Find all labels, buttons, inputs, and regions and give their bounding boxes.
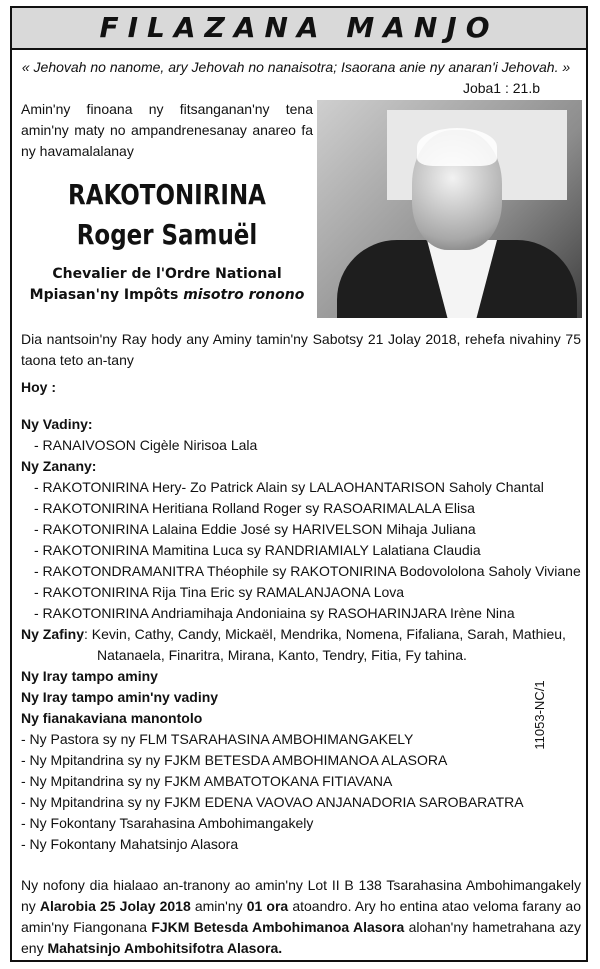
child-item: - RAKOTONIRINA Lalaina Eddie José sy HARIVELSON Mihaja Juliana — [34, 521, 476, 537]
grandchildren-names-1: : Kevin, Cathy, Candy, Mickaël, Mendrika, Nomena, Fifaliana, Sarah, Mathieu, — [84, 626, 566, 642]
funeral-text-2: amin'ny — [190, 898, 247, 914]
funeral-details — [21, 875, 581, 959]
relatives-item: Ny fianakaviana manontolo — [21, 710, 203, 726]
funeral-text-3: atoandro. Ary ho entina atao veloma farany ao amin'ny Fiangonana — [21, 898, 581, 935]
deceased-title-line2 — [20, 285, 314, 305]
funeral-text-1: Ny nofony dia hialaao an-tranony ao amin'ny Lot II B 138 Tsarahasina Ambohimangakely ny — [21, 877, 581, 914]
child-item: - RAKOTONIRINA Hery- Zo Patrick Alain sy LALAOHANTARISON Saholy Chantal — [34, 479, 544, 495]
relatives-item: Ny Iray tampo aminy — [21, 668, 158, 684]
verse-reference: Joba1 : 21.b — [462, 80, 540, 96]
death-announcement: Dia nantsoin'ny Ray hody any Aminy tamin'ny Sabotsy 21 Jolay 2018, rehefa nivahiny 75 taona teto an-tany — [21, 331, 581, 368]
funeral-text-4: alohan'ny hametrahana azy eny — [21, 919, 581, 956]
funeral-date: Alarobia 25 Jolay 2018 — [39, 898, 191, 914]
intro-paragraph: Amin'ny finoana ny fitsanganan'ny tena amin'ny maty no ampandrenesanay anareo fa ny havamalalanay — [21, 101, 313, 159]
deceased-title-line1: Chevalier de l'Ordre National — [52, 266, 282, 282]
bible-verse: « Jehovah no nanome, ary Jehovah no nanaisotra; Isaorana anie ny anaran'i Jehovah. » — [21, 59, 571, 75]
grandchildren-line2: Natanaela, Finaritra, Mirana, Kanto, Tendry, Fitia, Fy tahina. — [97, 647, 467, 663]
community-item: - Ny Fokontany Mahatsinjo Alasora — [21, 836, 239, 852]
title-retired: misotro ronono — [183, 287, 305, 303]
spouse-heading: Ny Vadiny: — [21, 416, 93, 432]
portrait-photo — [317, 100, 582, 318]
child-item: - RAKOTONIRINA Andriamihaja Andoniaina sy RASOHARINJARA Irène Nina — [34, 605, 515, 621]
burial-place: Mahatsinjo Ambohitsifotra Alasora. — [47, 940, 283, 956]
notice-banner: FILAZANA MANJO — [12, 8, 586, 50]
children-heading: Ny Zanany: — [21, 458, 97, 474]
community-item: - Ny Mpitandrina sy ny FJKM EDENA VAOVAO ANJANADORIA SAROBARATRA — [21, 794, 524, 810]
child-item: - RAKOTONIRINA Mamitina Luca sy RANDRIAMIALY Lalatiana Claudia — [34, 542, 481, 558]
community-item: - Ny Mpitandrina sy ny FJKM BETESDA AMBOHIMANOA ALASORA — [21, 752, 448, 768]
relatives-item: Ny Iray tampo amin'ny vadiny — [21, 689, 219, 705]
photo-hair — [417, 128, 497, 166]
community-item: - Ny Pastora sy ny FLM TSARAHASINA AMBOHIMANGAKELY — [21, 731, 414, 747]
spouse-item: - RANAIVOSON Cigèle Nirisoa Lala — [34, 437, 258, 453]
child-item: - RAKOTONIRINA Heritiana Rolland Roger sy RASOARIMALALA Elisa — [34, 500, 475, 516]
funeral-time: 01 ora — [246, 898, 289, 914]
hoy-label: Hoy : — [21, 379, 56, 395]
grandchildren-heading: Ny Zafiny — [21, 626, 85, 642]
title-role: Mpiasan'ny Impôts — [29, 287, 184, 303]
deceased-given-names: Roger Samuël — [76, 218, 258, 251]
community-item: - Ny Mpitandrina sy ny FJKM AMBATOTOKANA FITIAVANA — [21, 773, 393, 789]
funeral-church: FJKM Betesda Ambohimanoa Alasora — [151, 919, 405, 935]
child-item: - RAKOTONDRAMANITRA Théophile sy RAKOTONIRINA Bodovololona Saholy Viviane — [34, 563, 581, 579]
grandchildren-line1 — [21, 624, 581, 645]
community-item: - Ny Fokontany Tsarahasina Ambohimangakely — [21, 815, 314, 831]
ad-reference-code: 11053-NC/1 — [532, 680, 547, 750]
deceased-surname: RAKOTONIRINA — [68, 178, 266, 211]
child-item: - RAKOTONIRINA Rija Tina Eric sy RAMALANJAONA Lova — [34, 584, 405, 600]
